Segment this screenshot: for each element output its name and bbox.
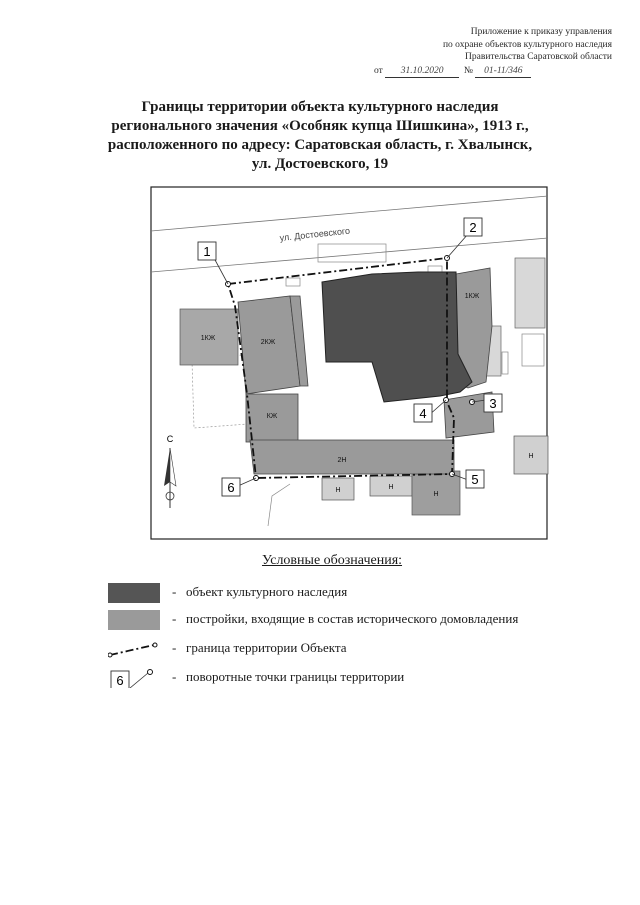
legend-dash: - [172,640,177,655]
label-2n: 2Н [337,457,347,464]
order-date: 31.10.2020 [385,65,459,79]
legend-dash: - [172,669,177,684]
legend-title: Условные обозначения: [262,553,403,568]
legend-dash: - [172,584,177,599]
legend-label: граница территории Объекта [186,640,347,655]
label-k: КЖ [266,413,278,420]
point-label-6: 6 [227,480,235,495]
header-line-3: Правительства Саратовской области [465,52,612,62]
legend-label: объект культурного наследия [186,584,348,599]
label-kzh3: 1КЖ [464,293,480,300]
legend-label: постройки, входящие в состав исторического домовладения [186,611,519,626]
legend-item-boundary [108,639,608,663]
order-number: 01-11/346 [475,65,531,79]
legend-item-turn-points [108,668,608,692]
point-label-2: 2 [469,220,477,235]
label-n3: Н [388,484,394,491]
label-kzh2: 2КЖ [260,339,276,346]
label-kzh1: 1КЖ [200,335,216,342]
point-label-1: 1 [203,244,211,259]
label-n5: Н [528,453,534,460]
territory-map [150,186,550,542]
label-n4: Н [433,491,439,498]
order-header [372,26,612,78]
title-line-3: расположенного по адресу: Саратовская область, г. Хвалынск, [107,137,533,153]
title-line-2: регионального значения «Особняк купца Шишкина», 1913 г., [111,118,529,134]
boundary-line-icon [108,639,160,659]
north-label: С [166,434,174,444]
title-line-1: Границы территории объекта культурного наследия [141,99,499,115]
label-n2: Н [335,487,341,494]
neighbour-right-1 [515,258,545,328]
legend-dash: - [172,611,177,626]
header-line-2: по охране объектов культурного наследия [442,39,612,50]
number-label: № [463,65,473,76]
header-line-1: Приложение к приказу управления [470,27,612,37]
turn-point-icon [108,668,160,688]
title-line-4: ул. Достоевского, 19 [251,156,389,172]
estate-swatch [108,610,160,630]
legend-item-estate [108,610,608,634]
building-2n [250,440,454,474]
legend-item-heritage [108,583,608,607]
heritage-swatch [108,583,160,603]
turn-point-sample: 6 [116,673,124,688]
point-label-4: 4 [419,406,427,421]
legend-label: поворотные точки границы территории [186,669,405,684]
document-title [90,98,550,174]
from-label: от [374,65,383,76]
header-date-row [372,65,612,79]
point-label-3: 3 [489,396,497,411]
street-label: ул. Достоевского [279,225,351,243]
point-label-5: 5 [471,472,479,487]
